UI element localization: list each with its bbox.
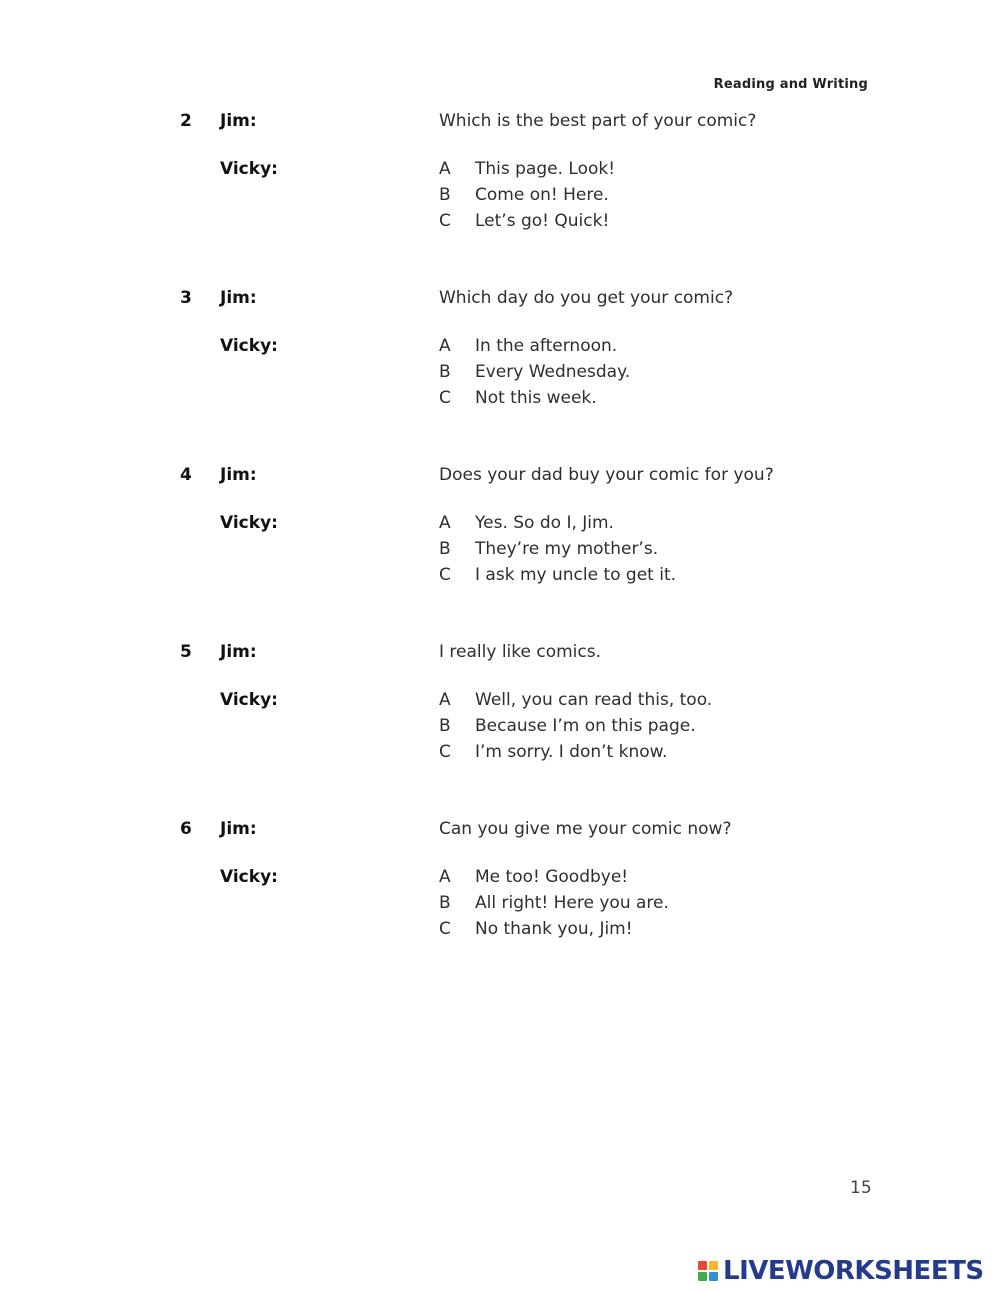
option-letter: B xyxy=(439,716,451,736)
option-letter: B xyxy=(439,185,451,205)
option-text: All right! Here you are. xyxy=(475,893,669,913)
option-letter: C xyxy=(439,742,451,762)
logo-grid-icon xyxy=(698,1261,718,1281)
option-text: Let’s go! Quick! xyxy=(475,211,610,231)
option-b[interactable] xyxy=(439,893,669,913)
option-text: Yes. So do I, Jim. xyxy=(475,513,614,533)
speaker-jim: Jim: xyxy=(220,642,257,662)
option-b[interactable] xyxy=(439,539,658,559)
option-letter: A xyxy=(439,513,451,533)
option-letter: C xyxy=(439,565,451,585)
option-a[interactable] xyxy=(439,159,615,179)
option-c[interactable] xyxy=(439,211,609,231)
page-number: 15 xyxy=(850,1178,872,1198)
option-letter: B xyxy=(439,893,451,913)
option-text: I’m sorry. I don’t know. xyxy=(475,742,668,762)
option-text: This page. Look! xyxy=(475,159,616,179)
section-header: Reading and Writing xyxy=(713,77,868,92)
speaker-vicky: Vicky: xyxy=(220,690,278,710)
question-number: 2 xyxy=(180,111,192,131)
speaker-vicky: Vicky: xyxy=(220,336,278,356)
logo-square-green xyxy=(698,1272,707,1281)
speaker-vicky: Vicky: xyxy=(220,867,278,887)
option-text: Every Wednesday. xyxy=(475,362,631,382)
speaker-jim: Jim: xyxy=(220,465,257,485)
watermark-text: LIVEWORKSHEETS xyxy=(723,1256,984,1286)
question-4 xyxy=(0,465,1000,625)
option-a[interactable] xyxy=(439,513,614,533)
option-b[interactable] xyxy=(439,185,609,205)
option-letter: A xyxy=(439,690,451,710)
speaker-jim: Jim: xyxy=(220,111,257,131)
option-a[interactable] xyxy=(439,867,628,887)
option-text: Come on! Here. xyxy=(475,185,609,205)
option-letter: B xyxy=(439,539,451,559)
question-number: 4 xyxy=(180,465,192,485)
option-b[interactable] xyxy=(439,362,630,382)
option-c[interactable] xyxy=(439,388,597,408)
option-a[interactable] xyxy=(439,336,617,356)
question-3 xyxy=(0,288,1000,448)
question-number: 6 xyxy=(180,819,192,839)
option-c[interactable] xyxy=(439,742,667,762)
option-text: Well, you can read this, too. xyxy=(475,690,713,710)
question-prompt: Which is the best part of your comic? xyxy=(439,111,757,131)
option-c[interactable] xyxy=(439,919,633,939)
option-text: I ask my uncle to get it. xyxy=(475,565,677,585)
question-number: 5 xyxy=(180,642,192,662)
option-letter: A xyxy=(439,159,451,179)
option-text: Not this week. xyxy=(475,388,597,408)
question-prompt: Which day do you get your comic? xyxy=(439,288,734,308)
question-5 xyxy=(0,642,1000,802)
question-number: 3 xyxy=(180,288,192,308)
option-text: No thank you, Jim! xyxy=(475,919,633,939)
option-b[interactable] xyxy=(439,716,696,736)
option-text: Me too! Goodbye! xyxy=(475,867,629,887)
option-text: In the afternoon. xyxy=(475,336,618,356)
question-prompt: Does your dad buy your comic for you? xyxy=(439,465,774,485)
option-letter: B xyxy=(439,362,451,382)
option-letter: A xyxy=(439,867,451,887)
question-prompt: I really like comics. xyxy=(439,642,602,662)
option-text: They’re my mother’s. xyxy=(475,539,659,559)
option-letter: A xyxy=(439,336,451,356)
logo-square-yellow xyxy=(709,1261,718,1270)
option-letter: C xyxy=(439,919,451,939)
option-a[interactable] xyxy=(439,690,712,710)
question-6 xyxy=(0,819,1000,979)
speaker-jim: Jim: xyxy=(220,288,257,308)
logo-square-red xyxy=(698,1261,707,1270)
speaker-jim: Jim: xyxy=(220,819,257,839)
liveworksheets-logo xyxy=(698,1256,984,1286)
option-letter: C xyxy=(439,211,451,231)
question-2 xyxy=(0,111,1000,271)
speaker-vicky: Vicky: xyxy=(220,159,278,179)
option-letter: C xyxy=(439,388,451,408)
option-text: Because I’m on this page. xyxy=(475,716,696,736)
logo-square-blue xyxy=(709,1272,718,1281)
question-prompt: Can you give me your comic now? xyxy=(439,819,732,839)
option-c[interactable] xyxy=(439,565,676,585)
speaker-vicky: Vicky: xyxy=(220,513,278,533)
